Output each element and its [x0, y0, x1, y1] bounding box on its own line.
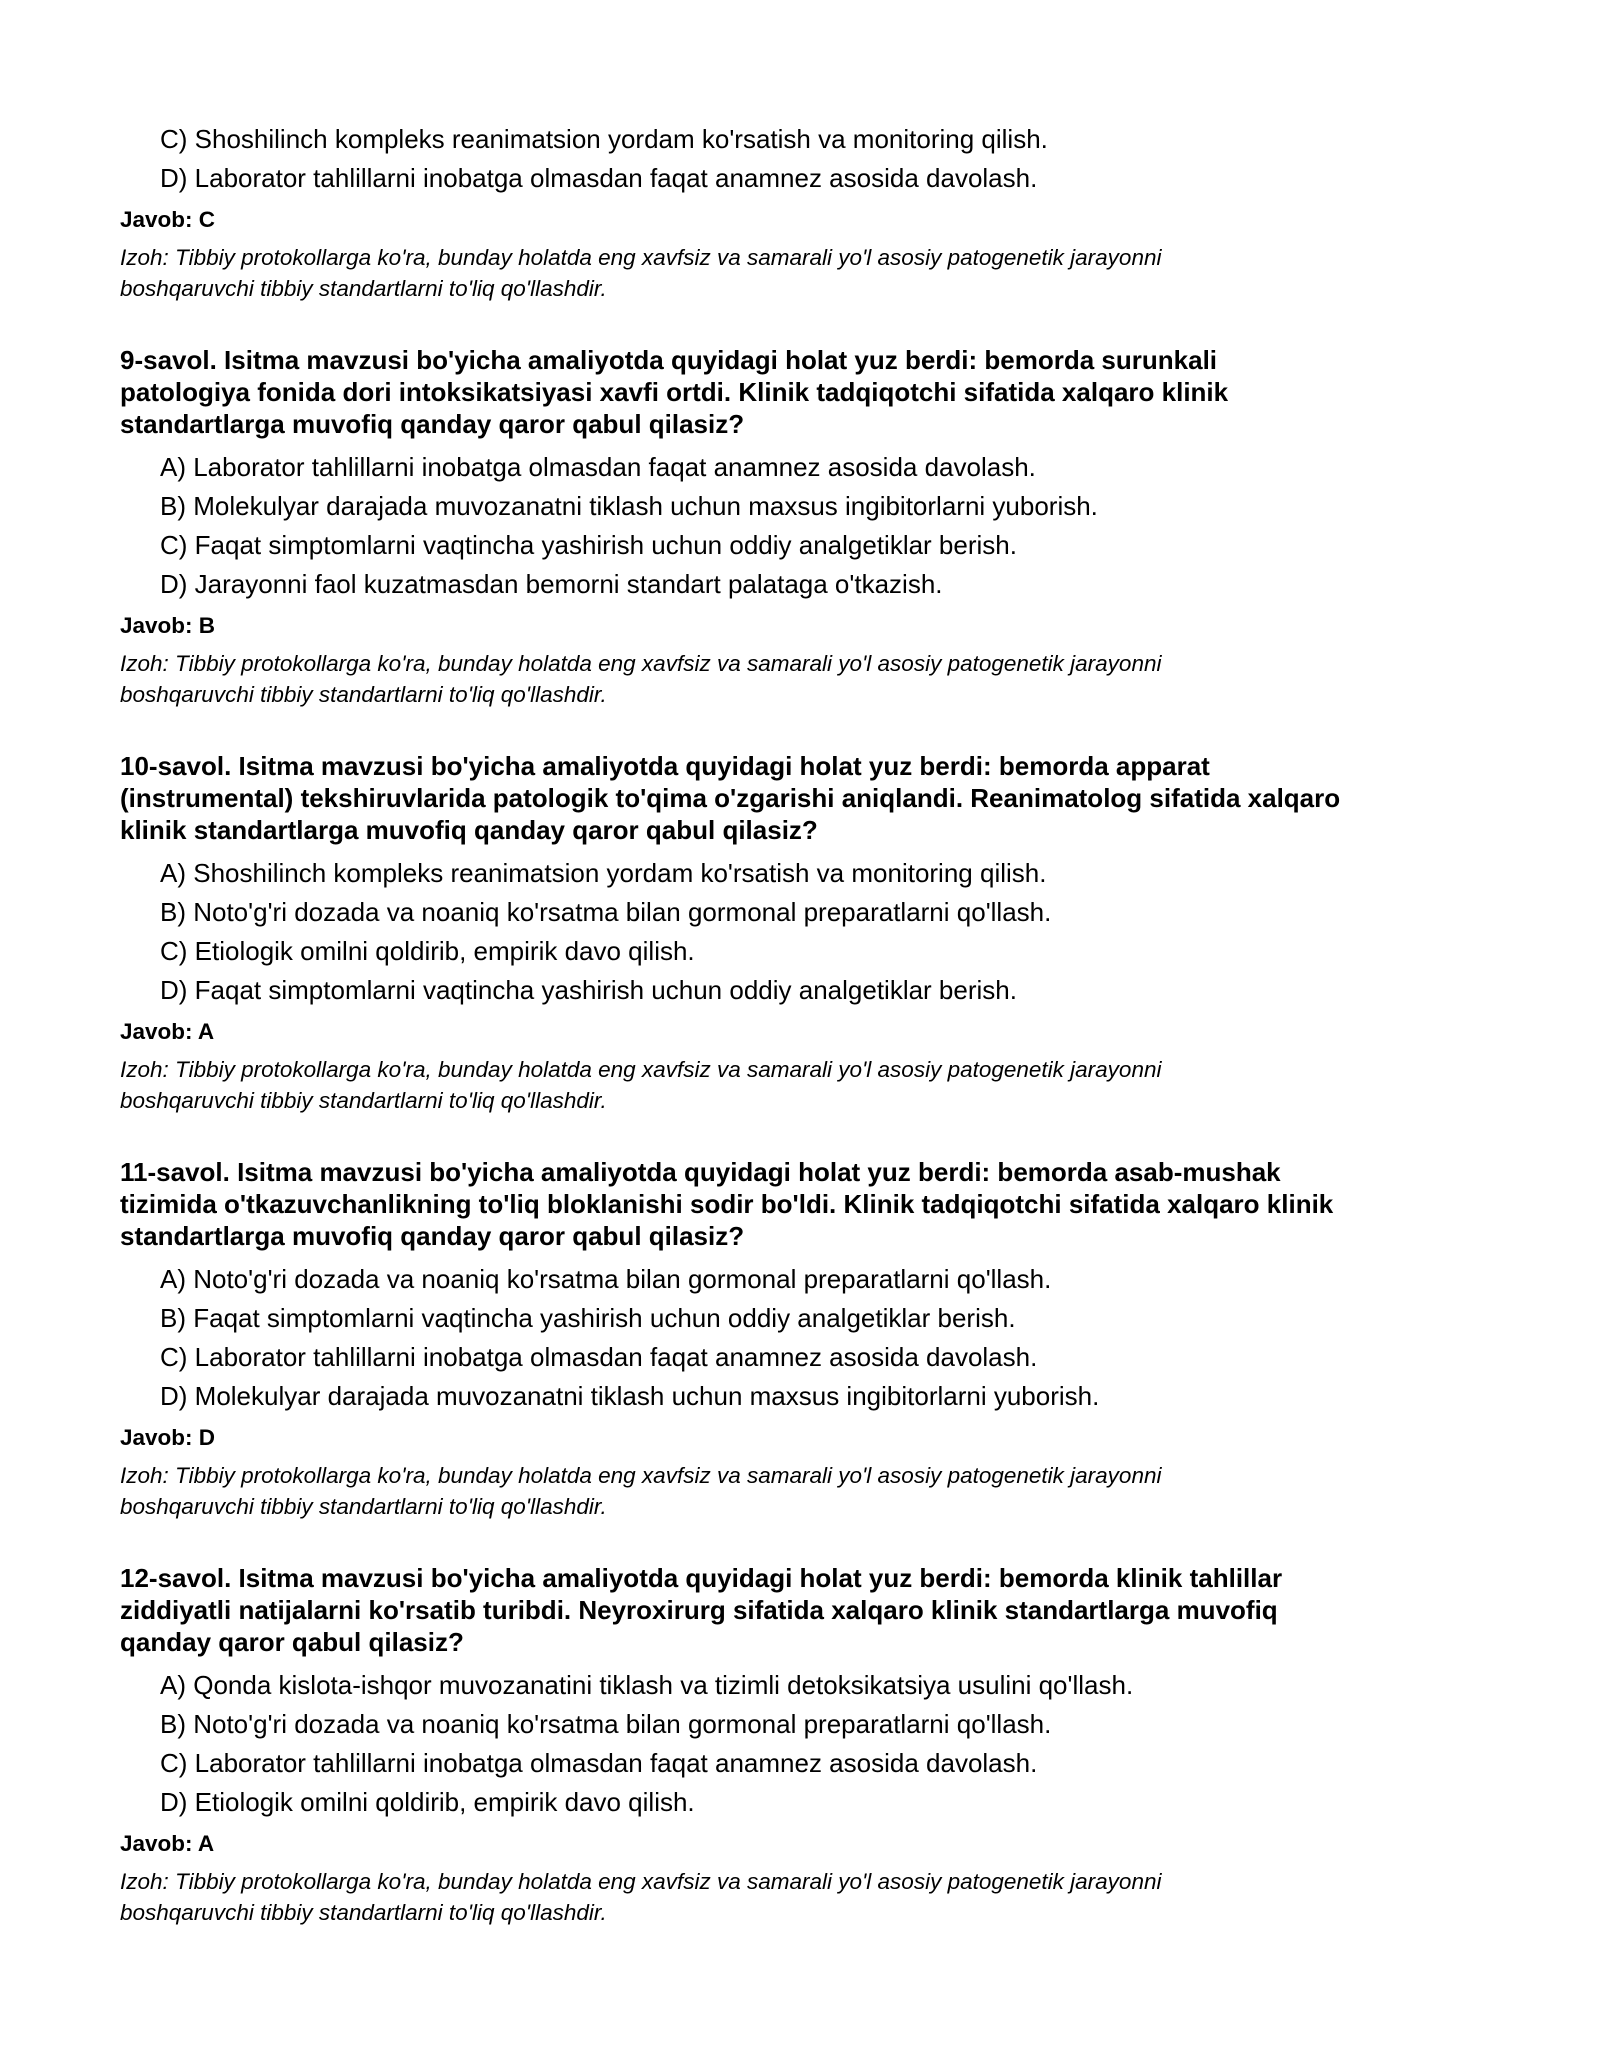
question-text [120, 1562, 1480, 1658]
question-line: 10-savol. Isitma mavzusi bo'yicha amaliyotda quyidagi holat yuz berdi: bemorda apparat [120, 751, 1210, 781]
question-line: (instrumental) tekshiruvlarida patologik to'qima o'zgarishi aniqlandi. Reanimatolog sifatida xalqaro [120, 783, 1341, 813]
question-line: patologiya fonida dori intoksikatsiyasi xavfi ortdi. Klinik tadqiqotchi sifatida xalqaro klinik [120, 377, 1229, 407]
correct-answer: Javob: C [120, 207, 216, 232]
answer-option-c: C) Laborator tahlillarni inobatga olmasdan faqat anamnez asosida davolash. [160, 1342, 1038, 1372]
answer-option-d: D) Faqat simptomlarni vaqtincha yashirish uchun oddiy analgetiklar berish. [160, 975, 1017, 1005]
answer-option-a: A) Qonda kislota-ishqor muvozanatini tiklash va tizimli detoksikatsiya usulini qo'llash. [160, 1670, 1134, 1700]
answer-option-a: A) Noto'g'ri dozada va noaniq ko'rsatma bilan gormonal preparatlarni qo'llash. [160, 1264, 1052, 1294]
question-text [120, 1156, 1480, 1252]
explanation-line: Izoh: Tibbiy protokollarga ko'ra, bunday holatda eng xavfsiz va samarali yo'l asosiy patogenetik jarayonni [120, 1057, 1162, 1082]
explanation-line: boshqaruvchi tibbiy standartlarni to'liq qo'llashdir. [120, 1088, 607, 1113]
explanation-line: boshqaruvchi tibbiy standartlarni to'liq qo'llashdir. [120, 276, 607, 301]
answer-option-d: D) Jarayonni faol kuzatmasdan bemorni standart palataga o'tkazish. [160, 569, 943, 599]
question-line: klinik standartlarga muvofiq qanday qaror qabul qilasiz? [120, 815, 818, 845]
correct-answer: Javob: A [120, 1019, 215, 1044]
explanation-line: boshqaruvchi tibbiy standartlarni to'liq qo'llashdir. [120, 1494, 607, 1519]
explanation-note [120, 1460, 1480, 1522]
answer-option-c: C) Faqat simptomlarni vaqtincha yashirish uchun oddiy analgetiklar berish. [160, 530, 1017, 560]
answer-option-a: A) Shoshilinch kompleks reanimatsion yordam ko'rsatish va monitoring qilish. [160, 858, 1047, 888]
answer-option-a: A) Laborator tahlillarni inobatga olmasdan faqat anamnez asosida davolash. [160, 452, 1036, 482]
explanation-line: Izoh: Tibbiy protokollarga ko'ra, bunday holatda eng xavfsiz va samarali yo'l asosiy patogenetik jarayonni [120, 1869, 1162, 1894]
question-line: qanday qaror qabul qilasiz? [120, 1627, 464, 1657]
question-block-9 [120, 344, 1480, 710]
correct-answer: Javob: A [120, 1831, 215, 1856]
document-page [120, 120, 1480, 1968]
answer-option-b: B) Molekulyar darajada muvozanatni tiklash uchun maxsus ingibitorlarni yuborish. [160, 491, 1098, 521]
question-text [120, 344, 1480, 440]
question-fragment [120, 120, 1480, 304]
answer-option-b: B) Noto'g'ri dozada va noaniq ko'rsatma bilan gormonal preparatlarni qo'llash. [160, 1709, 1052, 1739]
explanation-note [120, 242, 1480, 304]
question-line: 9-savol. Isitma mavzusi bo'yicha amaliyotda quyidagi holat yuz berdi: bemorda surunkali [120, 345, 1218, 375]
answer-option-d: D) Molekulyar darajada muvozanatni tiklash uchun maxsus ingibitorlarni yuborish. [160, 1381, 1100, 1411]
correct-answer: Javob: B [120, 613, 216, 638]
question-line: standartlarga muvofiq qanday qaror qabul qilasiz? [120, 1221, 745, 1251]
question-block-12 [120, 1562, 1480, 1928]
question-line: 12-savol. Isitma mavzusi bo'yicha amaliyotda quyidagi holat yuz berdi: bemorda klinik tahlillar [120, 1563, 1283, 1593]
answer-option-c: C) Laborator tahlillarni inobatga olmasdan faqat anamnez asosida davolash. [160, 1748, 1038, 1778]
question-block-10 [120, 750, 1480, 1116]
explanation-line: boshqaruvchi tibbiy standartlarni to'liq qo'llashdir. [120, 682, 607, 707]
answer-option-c: C) Shoshilinch kompleks reanimatsion yordam ko'rsatish va monitoring qilish. [160, 124, 1048, 154]
explanation-line: Izoh: Tibbiy protokollarga ko'ra, bunday holatda eng xavfsiz va samarali yo'l asosiy patogenetik jarayonni [120, 651, 1162, 676]
question-line: standartlarga muvofiq qanday qaror qabul qilasiz? [120, 409, 745, 439]
question-line: 11-savol. Isitma mavzusi bo'yicha amaliyotda quyidagi holat yuz berdi: bemorda asab-mushak [120, 1157, 1281, 1187]
answer-option-b: B) Faqat simptomlarni vaqtincha yashirish uchun oddiy analgetiklar berish. [160, 1303, 1016, 1333]
question-block-11 [120, 1156, 1480, 1522]
answer-option-d: D) Etiologik omilni qoldirib, empirik davo qilish. [160, 1787, 695, 1817]
answer-option-d: D) Laborator tahlillarni inobatga olmasdan faqat anamnez asosida davolash. [160, 163, 1038, 193]
answer-option-c: C) Etiologik omilni qoldirib, empirik davo qilish. [160, 936, 695, 966]
explanation-note [120, 648, 1480, 710]
question-text [120, 750, 1480, 846]
question-line: tizimida o'tkazuvchanlikning to'liq bloklanishi sodir bo'ldi. Klinik tadqiqotchi sifatida xalqaro klinik [120, 1189, 1334, 1219]
answer-option-b: B) Noto'g'ri dozada va noaniq ko'rsatma bilan gormonal preparatlarni qo'llash. [160, 897, 1052, 927]
explanation-line: boshqaruvchi tibbiy standartlarni to'liq qo'llashdir. [120, 1900, 607, 1925]
question-line: ziddiyatli natijalarni ko'rsatib turibdi. Neyroxirurg sifatida xalqaro klinik standartlarga muvofiq [120, 1595, 1278, 1625]
explanation-note [120, 1054, 1480, 1116]
explanation-note [120, 1866, 1480, 1928]
explanation-line: Izoh: Tibbiy protokollarga ko'ra, bunday holatda eng xavfsiz va samarali yo'l asosiy patogenetik jarayonni [120, 245, 1162, 270]
correct-answer: Javob: D [120, 1425, 216, 1450]
explanation-line: Izoh: Tibbiy protokollarga ko'ra, bunday holatda eng xavfsiz va samarali yo'l asosiy patogenetik jarayonni [120, 1463, 1162, 1488]
